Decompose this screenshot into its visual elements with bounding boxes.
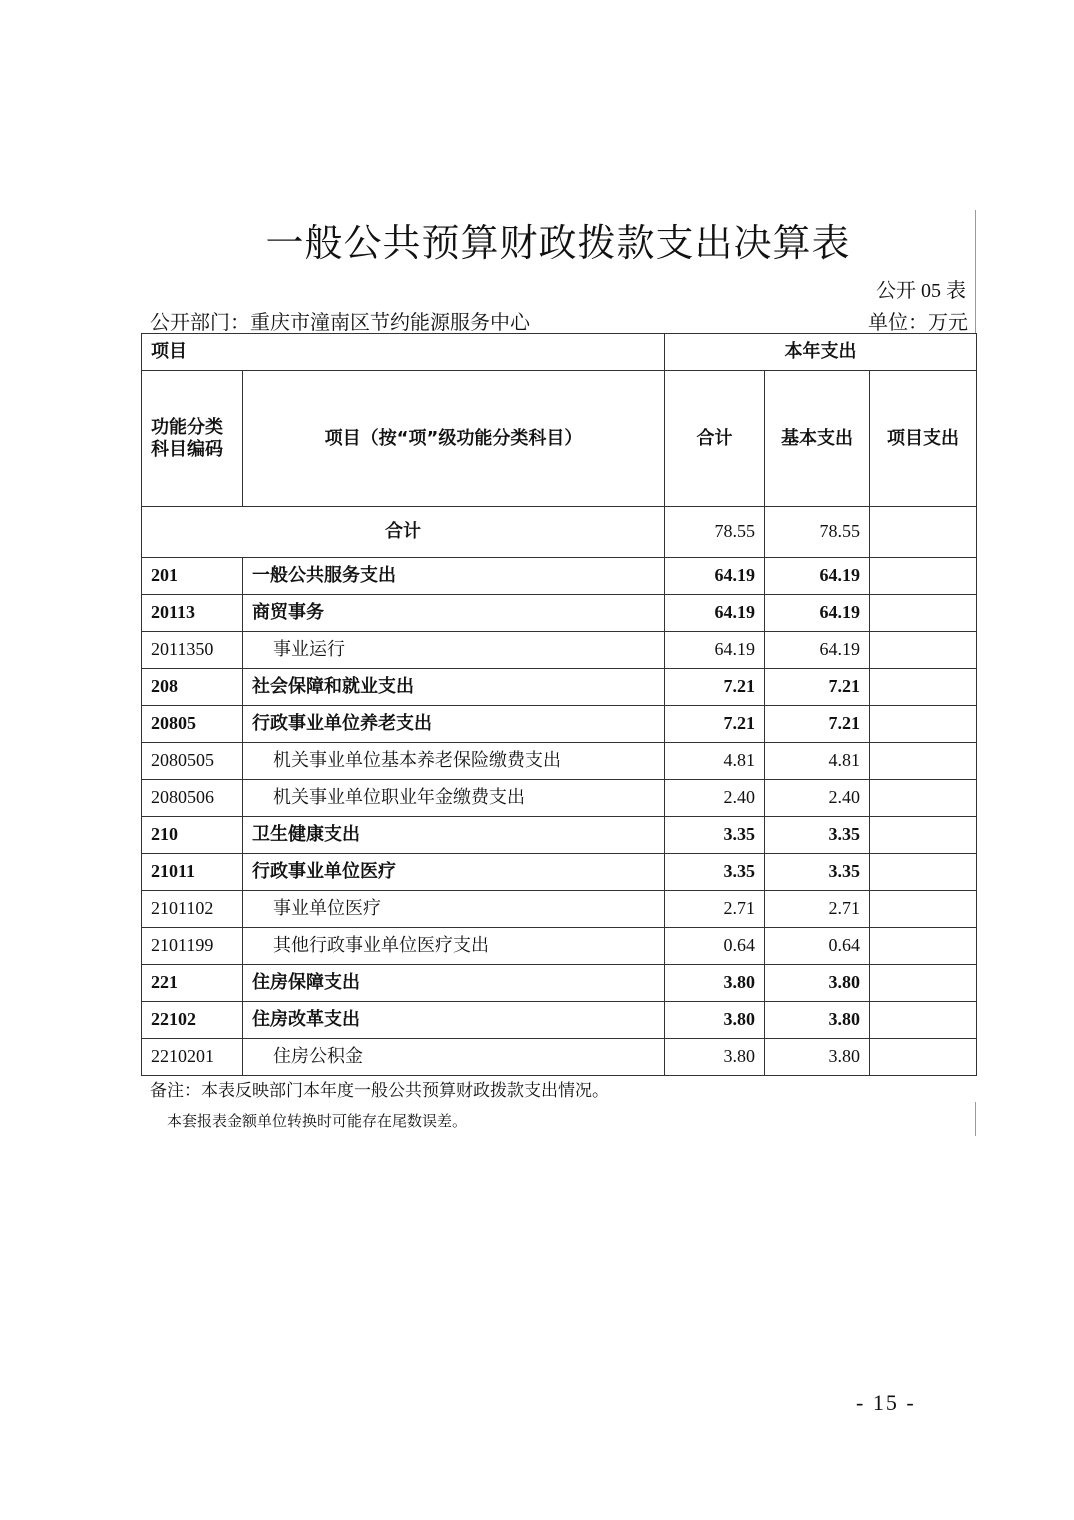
table-row [142,817,977,854]
row-code: 2011350 [142,632,243,669]
row-total: 3.35 [665,854,765,891]
row-name: 住房公积金 [243,1039,665,1076]
row-code: 20113 [142,595,243,632]
row-basic: 64.19 [765,595,870,632]
row-code: 210 [142,817,243,854]
table-number: 公开 05 表 [876,280,966,302]
row-basic: 0.64 [765,928,870,965]
row-code: 2101199 [142,928,243,965]
row-total: 2.71 [665,891,765,928]
table-row [142,743,977,780]
total-project [870,507,977,558]
table-row [142,706,977,743]
row-basic: 3.80 [765,965,870,1002]
row-name: 机关事业单位职业年金缴费支出 [243,780,665,817]
row-total: 4.81 [665,743,765,780]
row-basic: 3.80 [765,1039,870,1076]
note-line-2: 本套报表金额单位转换时可能存在尾数误差。 [167,1112,468,1130]
row-code: 22102 [142,1002,243,1039]
row-name: 行政事业单位医疗 [243,854,665,891]
table-row [142,891,977,928]
row-project [870,854,977,891]
row-code: 221 [142,965,243,1002]
row-project [870,669,977,706]
row-name: 机关事业单位基本养老保险缴费支出 [243,743,665,780]
row-code: 201 [142,558,243,595]
total-label: 合计 [142,507,665,558]
row-total: 2.40 [665,780,765,817]
row-name: 住房改革支出 [243,1002,665,1039]
total-basic: 78.55 [765,507,870,558]
row-name: 事业运行 [243,632,665,669]
page-number: - 15 - [856,1390,916,1415]
header-row-detail [142,371,977,507]
row-project [870,891,977,928]
row-name: 住房保障支出 [243,965,665,1002]
header-name: 项目（按“项”级功能分类科目） [243,371,665,507]
row-name: 卫生健康支出 [243,817,665,854]
row-total: 64.19 [665,558,765,595]
row-total: 3.80 [665,965,765,1002]
total-row [142,507,977,558]
table-row [142,669,977,706]
row-basic: 3.80 [765,1002,870,1039]
row-basic: 64.19 [765,558,870,595]
header-current-year: 本年支出 [665,334,977,371]
header-row-top [142,334,977,371]
row-total: 7.21 [665,706,765,743]
row-code: 2210201 [142,1039,243,1076]
table-row [142,1039,977,1076]
row-project [870,1039,977,1076]
unit-label: 单位：万元 [868,310,968,334]
note-line-1: 备注：本表反映部门本年度一般公共预算财政拨款支出情况。 [150,1081,609,1101]
table-row [142,595,977,632]
header-total: 合计 [665,371,765,507]
row-basic: 2.40 [765,780,870,817]
row-total: 7.21 [665,669,765,706]
row-code: 2080506 [142,780,243,817]
row-total: 0.64 [665,928,765,965]
row-basic: 4.81 [765,743,870,780]
row-project [870,595,977,632]
page-title: 一般公共预算财政拨款支出决算表 [265,221,851,265]
row-project [870,632,977,669]
row-project [870,817,977,854]
row-name: 其他行政事业单位医疗支出 [243,928,665,965]
header-basic: 基本支出 [765,371,870,507]
row-basic: 7.21 [765,706,870,743]
expenditure-table [141,333,977,1076]
row-code: 21011 [142,854,243,891]
row-name: 事业单位医疗 [243,891,665,928]
row-basic: 3.35 [765,854,870,891]
row-code: 2080505 [142,743,243,780]
row-project [870,706,977,743]
header-code: 功能分类科目编码 [142,371,243,507]
table-row [142,854,977,891]
row-total: 64.19 [665,595,765,632]
row-name: 行政事业单位养老支出 [243,706,665,743]
department-label: 公开部门：重庆市潼南区节约能源服务中心 [150,310,530,334]
header-item: 项目 [142,334,665,371]
row-basic: 7.21 [765,669,870,706]
row-project [870,780,977,817]
margin-rule-bottom [975,1102,976,1136]
row-total: 3.35 [665,817,765,854]
row-project [870,1002,977,1039]
table-row [142,558,977,595]
row-total: 64.19 [665,632,765,669]
row-code: 2101102 [142,891,243,928]
row-code: 20805 [142,706,243,743]
row-name: 社会保障和就业支出 [243,669,665,706]
row-basic: 2.71 [765,891,870,928]
row-project [870,965,977,1002]
row-total: 3.80 [665,1039,765,1076]
total-amount: 78.55 [665,507,765,558]
header-project: 项目支出 [870,371,977,507]
row-basic: 64.19 [765,632,870,669]
table-row [142,928,977,965]
row-project [870,743,977,780]
table-row [142,632,977,669]
row-name: 商贸事务 [243,595,665,632]
row-code: 208 [142,669,243,706]
row-basic: 3.35 [765,817,870,854]
row-name: 一般公共服务支出 [243,558,665,595]
row-total: 3.80 [665,1002,765,1039]
table-row [142,965,977,1002]
row-project [870,928,977,965]
row-project [870,558,977,595]
table-row [142,1002,977,1039]
table-row [142,780,977,817]
